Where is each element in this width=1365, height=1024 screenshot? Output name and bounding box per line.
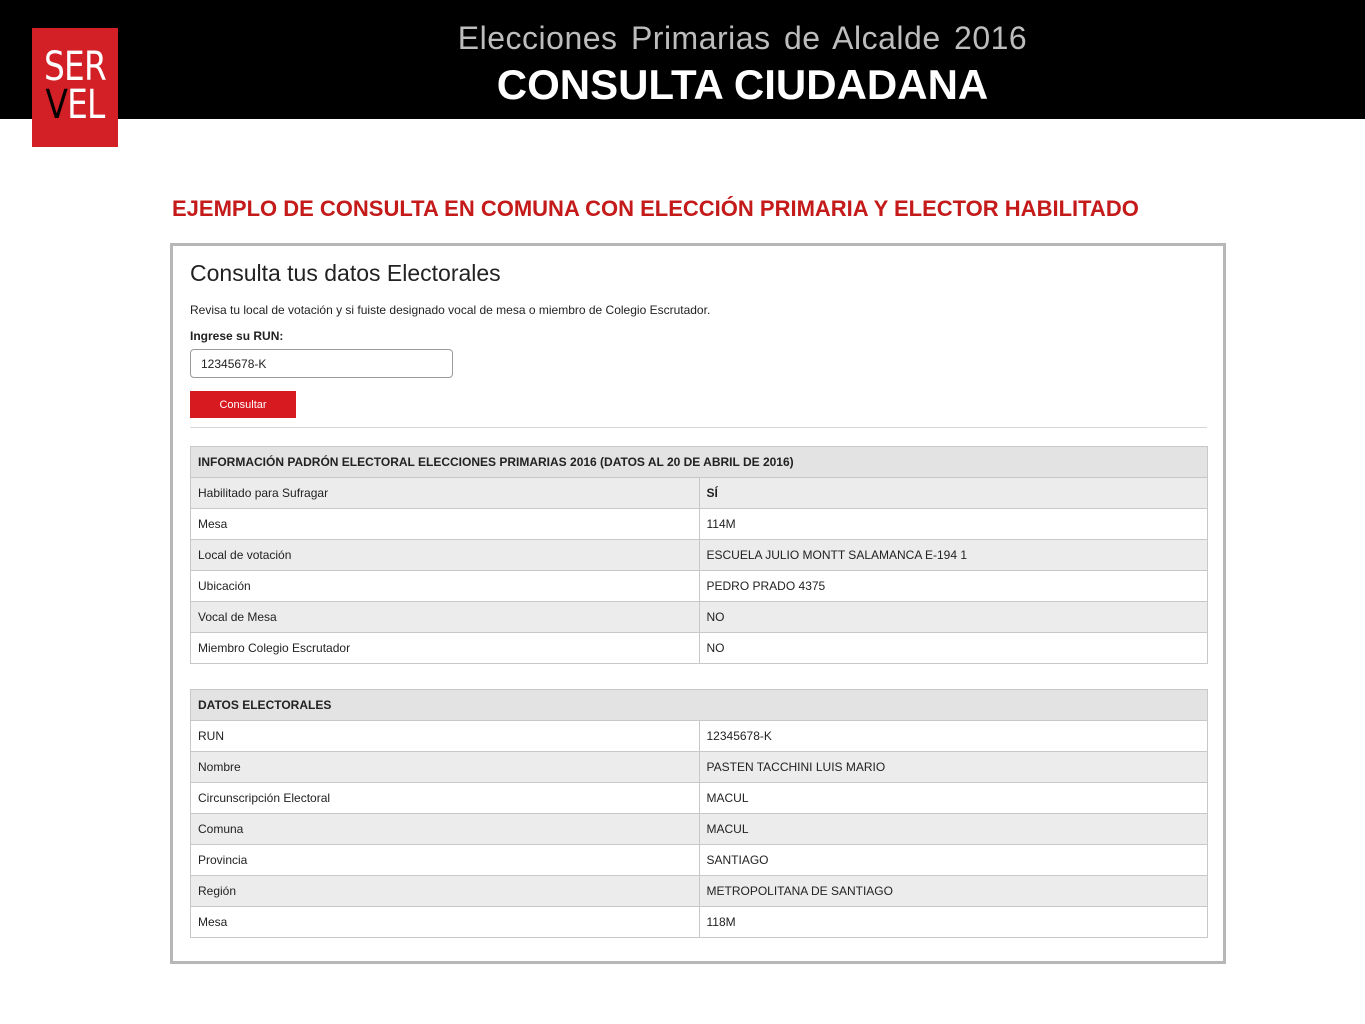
form-title: Consulta tus datos Electorales [190, 260, 501, 286]
header-subtitle: Elecciones Primarias de Alcalde 2016 [457, 20, 1028, 56]
header-titles [400, 0, 1085, 109]
form-divider [190, 427, 1207, 428]
row-key: Región [191, 876, 700, 907]
table-row [191, 907, 1208, 938]
row-value: MACUL [699, 814, 1208, 845]
row-key: Circunscripción Electoral [191, 783, 700, 814]
table-row [191, 814, 1208, 845]
logo-text-bottom [40, 82, 111, 128]
consultar-button[interactable]: Consultar [190, 391, 296, 418]
padron-heading: INFORMACIÓN PADRÓN ELECTORAL ELECCIONES PRIMARIAS 2016 (DATOS AL 20 DE ABRIL DE 2016) [191, 447, 1208, 478]
table-row [191, 633, 1208, 664]
example-heading: EJEMPLO DE CONSULTA EN COMUNA CON ELECCIÓN PRIMARIA Y ELECTOR HABILITADO [172, 196, 1139, 221]
row-value: ESCUELA JULIO MONTT SALAMANCA E-194 1 [699, 540, 1208, 571]
row-key: Ubicación [191, 571, 700, 602]
row-key: Mesa [191, 509, 700, 540]
row-value: PEDRO PRADO 4375 [699, 571, 1208, 602]
row-key: Vocal de Mesa [191, 602, 700, 633]
row-key: Nombre [191, 752, 700, 783]
form-description: Revisa tu local de votación y si fuiste designado vocal de mesa o miembro de Colegio Escrutador. [190, 303, 711, 317]
row-value: 12345678-K [699, 721, 1208, 752]
table-row [191, 602, 1208, 633]
row-key: Provincia [191, 845, 700, 876]
row-value: SANTIAGO [699, 845, 1208, 876]
row-value: PASTEN TACCHINI LUIS MARIO [699, 752, 1208, 783]
table-row [191, 752, 1208, 783]
datos-heading: DATOS ELECTORALES [191, 690, 1208, 721]
table-row [191, 783, 1208, 814]
row-key: Comuna [191, 814, 700, 845]
table-row [191, 721, 1208, 752]
logo-text-rest: EL [67, 82, 105, 128]
row-key: Habilitado para Sufragar [191, 478, 700, 509]
table-row [191, 478, 1208, 509]
row-value: MACUL [699, 783, 1208, 814]
screenshot-frame [170, 243, 1226, 964]
padron-header-row [191, 447, 1208, 478]
padron-table [190, 446, 1208, 664]
servel-logo [32, 28, 118, 147]
run-input[interactable] [190, 349, 453, 378]
row-value: 118M [699, 907, 1208, 938]
logo-text-top: SER [44, 44, 106, 90]
row-key: Local de votación [191, 540, 700, 571]
table-row [191, 845, 1208, 876]
table-row [191, 571, 1208, 602]
row-value: SÍ [699, 478, 1208, 509]
run-label: Ingrese su RUN: [190, 329, 284, 343]
table-row [191, 540, 1208, 571]
datos-table [190, 689, 1208, 938]
datos-header-row [191, 690, 1208, 721]
row-value: NO [699, 633, 1208, 664]
row-key: Mesa [191, 907, 700, 938]
header-title: CONSULTA CIUDADANA [496, 61, 989, 108]
row-value: 114M [699, 509, 1208, 540]
row-value: NO [699, 602, 1208, 633]
row-key: Miembro Colegio Escrutador [191, 633, 700, 664]
logo-letter-v: V [45, 82, 68, 128]
table-row [191, 876, 1208, 907]
row-value: METROPOLITANA DE SANTIAGO [699, 876, 1208, 907]
row-key: RUN [191, 721, 700, 752]
table-row [191, 509, 1208, 540]
